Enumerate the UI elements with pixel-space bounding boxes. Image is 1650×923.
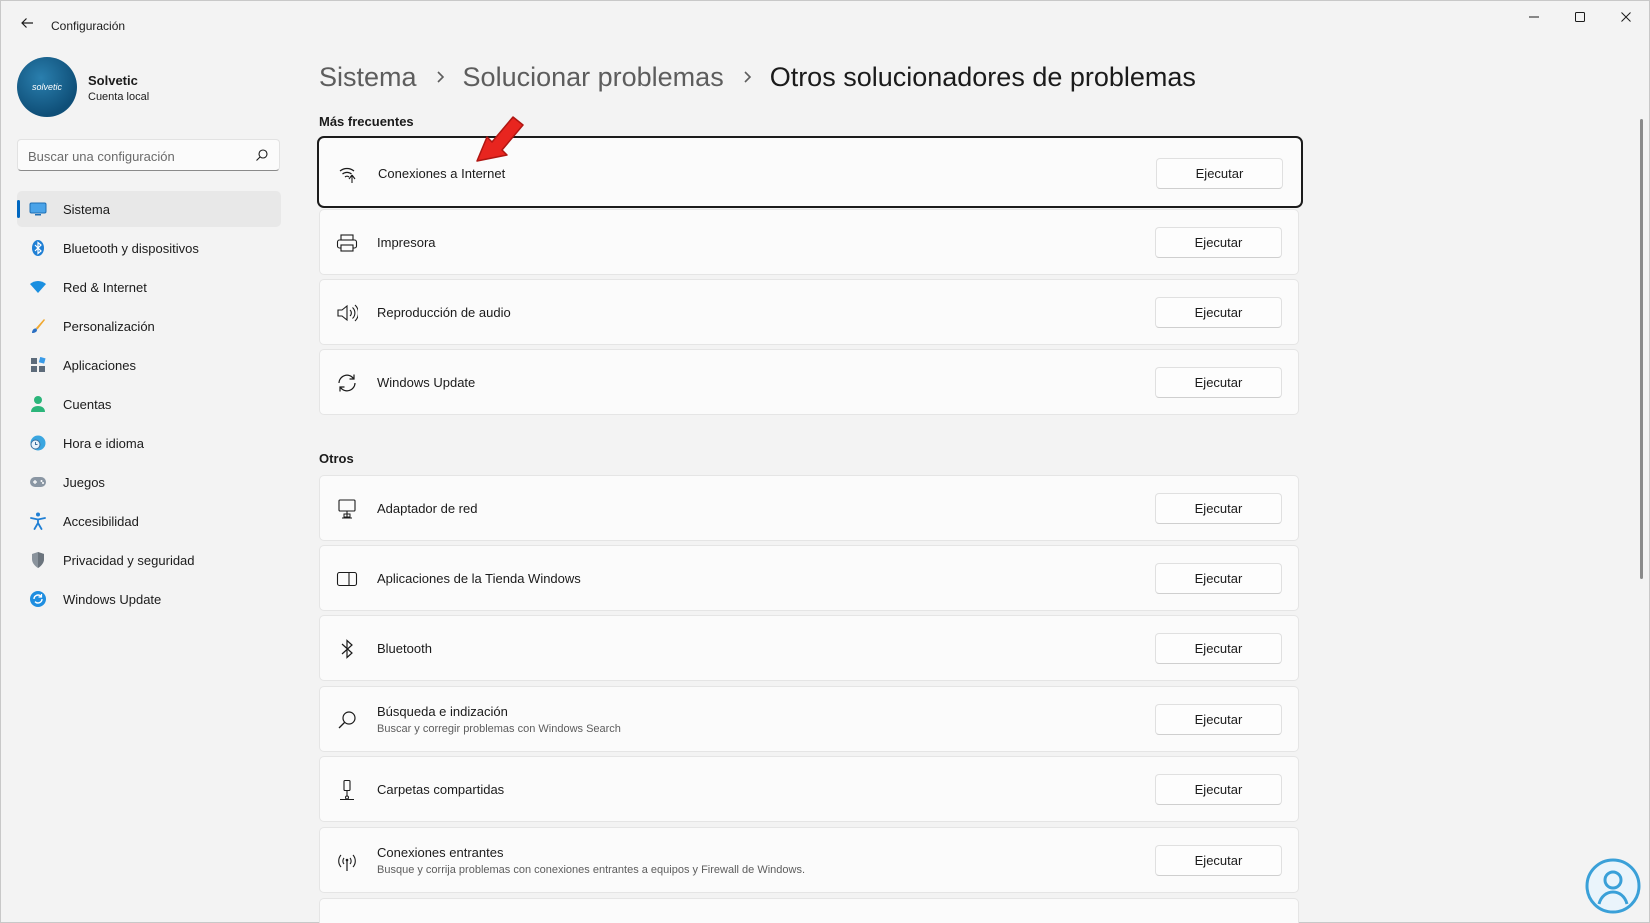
globe-clock-icon	[29, 434, 47, 452]
apps-icon	[29, 356, 47, 374]
minimize-button[interactable]	[1511, 1, 1557, 37]
troubleshooter-row-conexiones-entrantes[interactable]	[319, 827, 1299, 893]
window-controls	[1511, 1, 1649, 37]
sidebar-item-juegos[interactable]	[17, 464, 281, 500]
search-icon	[336, 709, 358, 731]
row-title: Bluetooth	[377, 641, 432, 656]
run-button[interactable]: Ejecutar	[1155, 774, 1282, 805]
title-bar	[1, 1, 1649, 49]
system-monitor-icon	[29, 200, 47, 218]
incoming-connections-icon	[336, 850, 358, 872]
section-title-mas-frecuentes: Más frecuentes	[319, 114, 414, 129]
sidebar-item-windows-update[interactable]	[17, 581, 281, 617]
row-title: Impresora	[377, 235, 436, 250]
troubleshooter-row-reproduccion-audio[interactable]	[319, 279, 1299, 345]
run-button[interactable]: Ejecutar	[1155, 297, 1282, 328]
row-title: Carpetas compartidas	[377, 782, 505, 797]
breadcrumb-solucionar-problemas[interactable]: Solucionar problemas	[462, 61, 724, 92]
run-button[interactable]: Ejecutar	[1156, 158, 1283, 189]
profile-name: Solvetic	[88, 73, 138, 88]
speaker-icon	[336, 302, 358, 324]
section-title-otros: Otros	[319, 451, 354, 466]
sidebar-item-label: Accesibilidad	[63, 513, 139, 529]
gamepad-icon	[29, 473, 47, 491]
network-adapter-icon	[336, 498, 358, 520]
breadcrumb-sistema[interactable]: Sistema	[319, 61, 417, 92]
chevron-right-icon	[435, 70, 445, 84]
run-button[interactable]: Ejecutar	[1155, 563, 1282, 594]
sidebar-item-label: Personalización	[63, 318, 155, 334]
sidebar-item-label: Privacidad y seguridad	[63, 552, 195, 568]
close-icon	[1620, 10, 1632, 28]
troubleshooter-row-busqueda-indizacion[interactable]	[319, 686, 1299, 752]
run-button[interactable]: Ejecutar	[1155, 845, 1282, 876]
avatar	[17, 57, 77, 117]
maximize-icon	[1574, 10, 1586, 28]
brush-icon	[29, 317, 47, 335]
row-title: Reproducción de audio	[377, 305, 511, 320]
sidebar-item-label: Red & Internet	[63, 279, 147, 295]
sync-icon	[336, 372, 358, 394]
shield-icon	[29, 551, 47, 569]
troubleshooter-row-impresora[interactable]	[319, 209, 1299, 275]
app-title: Configuración	[51, 19, 126, 33]
row-title: Aplicaciones de la Tienda Windows	[377, 571, 581, 586]
run-button[interactable]: Ejecutar	[1155, 227, 1282, 258]
sidebar-item-label: Aplicaciones	[63, 357, 136, 373]
run-button[interactable]: Ejecutar	[1155, 493, 1282, 524]
row-title: Conexiones a Internet	[378, 166, 506, 181]
bluetooth-icon	[336, 638, 358, 660]
annotation-arrow-icon	[469, 111, 529, 165]
row-title: Adaptador de red	[377, 501, 478, 516]
troubleshooter-row-adaptador-red[interactable]	[319, 475, 1299, 541]
sidebar-item-aplicaciones[interactable]	[17, 347, 281, 383]
row-title: Windows Update	[377, 375, 476, 390]
troubleshooter-row-conexiones-internet[interactable]	[317, 136, 1303, 208]
row-description: Busque y corrija problemas con conexiones entrantes a equipos y Firewall de Windows.	[377, 864, 805, 876]
troubleshooter-row-carpetas-compartidas[interactable]	[319, 756, 1299, 822]
update-icon	[29, 590, 47, 608]
sidebar-item-label: Hora e idioma	[63, 435, 144, 451]
back-button[interactable]	[13, 11, 41, 39]
person-icon	[29, 395, 47, 413]
sidebar-item-accesibilidad[interactable]	[17, 503, 281, 539]
row-description: Buscar y corregir problemas con Windows Search	[377, 723, 621, 735]
maximize-button[interactable]	[1557, 1, 1603, 37]
shared-folder-icon	[336, 779, 358, 801]
chevron-right-icon	[742, 70, 752, 84]
minimize-icon	[1528, 10, 1540, 28]
sidebar-item-label: Windows Update	[63, 591, 162, 607]
sidebar-item-red-internet[interactable]	[17, 269, 281, 305]
watermark-logo	[1585, 858, 1641, 914]
user-profile[interactable]	[17, 57, 277, 117]
bluetooth-icon	[29, 239, 47, 257]
internet-connections-icon	[337, 163, 359, 185]
sidebar-item-personalizacion[interactable]	[17, 308, 281, 344]
wifi-icon	[29, 278, 47, 296]
page-title: Otros solucionadores de problemas	[769, 61, 1196, 92]
search-icon[interactable]	[255, 148, 269, 162]
scrollbar[interactable]	[1640, 119, 1643, 579]
run-button[interactable]: Ejecutar	[1155, 367, 1282, 398]
printer-icon	[336, 232, 358, 254]
run-button[interactable]: Ejecutar	[1155, 633, 1282, 664]
row-title: Búsqueda e indización	[377, 704, 508, 719]
sidebar-item-cuentas[interactable]	[17, 386, 281, 422]
sidebar-nav	[17, 191, 281, 620]
avatar-logo-text: solvetic	[31, 82, 62, 92]
run-button[interactable]: Ejecutar	[1155, 704, 1282, 735]
accessibility-icon	[29, 512, 47, 530]
troubleshooter-row-aplicaciones-tienda[interactable]	[319, 545, 1299, 611]
troubleshooter-row-windows-update[interactable]	[319, 349, 1299, 415]
troubleshooter-row-partial[interactable]	[319, 898, 1299, 923]
sidebar-item-label: Sistema	[63, 201, 110, 217]
profile-account-type: Cuenta local	[88, 91, 150, 103]
settings-search	[17, 139, 280, 171]
sidebar-item-label: Juegos	[63, 474, 105, 490]
sidebar-item-sistema[interactable]	[17, 191, 281, 227]
store-apps-icon	[336, 568, 358, 590]
search-input[interactable]	[28, 146, 248, 166]
sidebar-item-bluetooth[interactable]	[17, 230, 281, 266]
sidebar-item-hora-idioma[interactable]	[17, 425, 281, 461]
back-arrow-icon	[20, 16, 34, 35]
troubleshooter-row-bluetooth[interactable]	[319, 615, 1299, 681]
close-button[interactable]	[1603, 1, 1649, 37]
sidebar-item-label: Cuentas	[63, 396, 112, 412]
breadcrumb	[319, 57, 1196, 97]
sidebar-item-privacidad[interactable]	[17, 542, 281, 578]
row-title: Conexiones entrantes	[377, 845, 504, 860]
sidebar-item-label: Bluetooth y dispositivos	[63, 240, 199, 256]
